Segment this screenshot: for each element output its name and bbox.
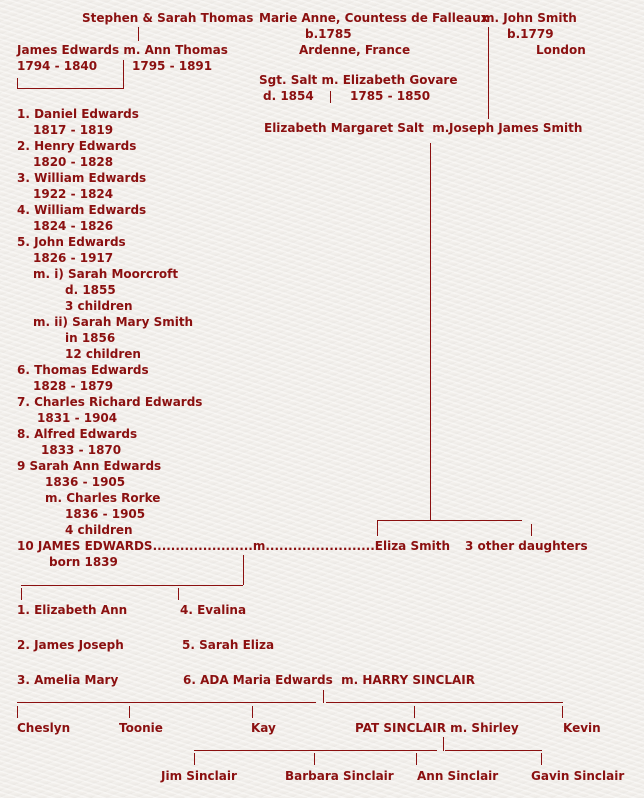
child-alfred-dates: 1833 - 1870	[41, 443, 122, 457]
james-children-bar	[21, 585, 243, 586]
kevin-drop	[562, 706, 563, 718]
pat-drop	[414, 706, 415, 718]
salt-govare-couple: Sgt. Salt m. Elizabeth Govare	[259, 73, 458, 87]
salt-death: d. 1854	[263, 89, 314, 103]
pat-children-bar-right	[445, 750, 542, 751]
john-spouse-1: m. i) Sarah Moorcroft	[33, 267, 179, 281]
stephen-sarah-thomas: Stephen & Sarah Thomas	[82, 11, 254, 25]
john-smith: m. John Smith	[482, 11, 577, 25]
ann-sinclair: Ann Sinclair	[417, 769, 499, 783]
salt-smith-descent-line	[430, 143, 431, 521]
elizabeth-govare-dates: 1785 - 1850	[350, 89, 431, 103]
child-thomas-dates: 1828 - 1879	[33, 379, 114, 393]
kay: Kay	[251, 721, 276, 735]
child-evalina: 4. Evalina	[180, 603, 247, 617]
child-sarah-ann: 9 Sarah Ann Edwards	[17, 459, 162, 473]
cheslyn: Cheslyn	[17, 721, 71, 735]
john-spouse-1-death: d. 1855	[65, 283, 116, 297]
child-henry: 2. Henry Edwards	[17, 139, 137, 153]
john-smith-place: London	[536, 43, 586, 57]
john-spouse-2-children: 12 children	[65, 347, 141, 361]
sinclair-children-bar-left	[17, 702, 316, 703]
child-amelia-mary: 3. Amelia Mary	[17, 673, 119, 687]
sarah-ann-children: 4 children	[65, 523, 133, 537]
child-charles-richard-dates: 1831 - 1904	[37, 411, 118, 425]
sarah-ann-spouse: m. Charles Rorke	[45, 491, 161, 505]
john-spouse-2: m. ii) Sarah Mary Smith	[33, 315, 194, 329]
child-daniel-dates: 1817 - 1819	[33, 123, 114, 137]
child-daniel: 1. Daniel Edwards	[17, 107, 139, 121]
marie-anne-born: b.1785	[305, 27, 352, 41]
toonie: Toonie	[119, 721, 163, 735]
ann-thomas-dates: 1795 - 1891	[132, 59, 213, 73]
james-edwards-marriage: 10 JAMES EDWARDS......................m........................Eliza Smith	[17, 539, 450, 553]
pat-shirley-descent-line	[443, 737, 444, 751]
child-sarah-ann-dates: 1836 - 1905	[45, 475, 126, 489]
james-ann-edwards-couple: James Edwards m. Ann Thomas	[17, 43, 228, 57]
smith-daughters-bar	[377, 520, 522, 521]
gavin-sinclair: Gavin Sinclair	[531, 769, 625, 783]
kay-drop	[252, 706, 253, 718]
john-spouse-2-year: in 1856	[65, 331, 116, 345]
john-smith-born: b.1779	[507, 27, 554, 41]
thomas-descent-line	[138, 27, 139, 41]
john-spouse-1-children: 3 children	[65, 299, 133, 313]
sinclair-children-bar-right	[326, 702, 563, 703]
child-william-1-dates: 1922 - 1824	[33, 187, 114, 201]
pat-sinclair-shirley: PAT SINCLAIR m. Shirley	[355, 721, 519, 735]
other-daughters-drop	[531, 524, 532, 536]
barbara-sinclair: Barbara Sinclair	[285, 769, 394, 783]
cheslyn-drop	[17, 706, 18, 718]
james-children-left-drop	[21, 588, 22, 600]
jim-sinclair: Jim Sinclair	[161, 769, 237, 783]
ann-drop	[416, 753, 417, 765]
james-children-right-drop	[178, 588, 179, 600]
child-charles-richard: 7. Charles Richard Edwards	[17, 395, 203, 409]
ada-harry-sinclair: 6. ADA Maria Edwards m. HARRY SINCLAIR	[183, 673, 475, 687]
child-john-dates: 1826 - 1917	[33, 251, 114, 265]
ada-harry-descent-line	[323, 690, 324, 703]
elizabeth-margaret-salt: Elizabeth Margaret Salt m.	[264, 121, 450, 135]
child-william-2-dates: 1824 - 1826	[33, 219, 114, 233]
child-thomas: 6. Thomas Edwards	[17, 363, 149, 377]
child-william-2: 4. William Edwards	[17, 203, 147, 217]
eliza-smith-drop	[377, 520, 378, 536]
toonie-drop	[129, 706, 130, 718]
pat-children-bar-left	[194, 750, 437, 751]
james-eliza-descent-line	[243, 555, 244, 585]
marie-anne-countess: Marie Anne, Countess de Falleaux	[259, 11, 489, 25]
child-alfred: 8. Alfred Edwards	[17, 427, 138, 441]
marie-anne-place: Ardenne, France	[299, 43, 411, 57]
edwards-couple-line	[123, 60, 124, 88]
other-daughters: 3 other daughters	[465, 539, 588, 553]
child-henry-dates: 1820 - 1828	[33, 155, 114, 169]
jim-drop	[194, 753, 195, 765]
gavin-drop	[541, 753, 542, 765]
child-elizabeth-ann: 1. Elizabeth Ann	[17, 603, 128, 617]
child-william-1: 3. William Edwards	[17, 171, 147, 185]
james-edwards-born: born 1839	[49, 555, 118, 569]
child-john: 5. John Edwards	[17, 235, 126, 249]
child-james-joseph: 2. James Joseph	[17, 638, 124, 652]
child-sarah-eliza: 5. Sarah Eliza	[182, 638, 275, 652]
smith-descent-line	[488, 27, 489, 119]
edwards-children-bar	[17, 88, 124, 89]
salt-couple-line	[330, 91, 331, 103]
joseph-james-smith: Joseph James Smith	[449, 121, 583, 135]
sarah-ann-spouse-dates: 1836 - 1905	[65, 507, 146, 521]
james-edwards-dates: 1794 - 1840	[17, 59, 98, 73]
barbara-drop	[314, 753, 315, 765]
kevin: Kevin	[563, 721, 601, 735]
